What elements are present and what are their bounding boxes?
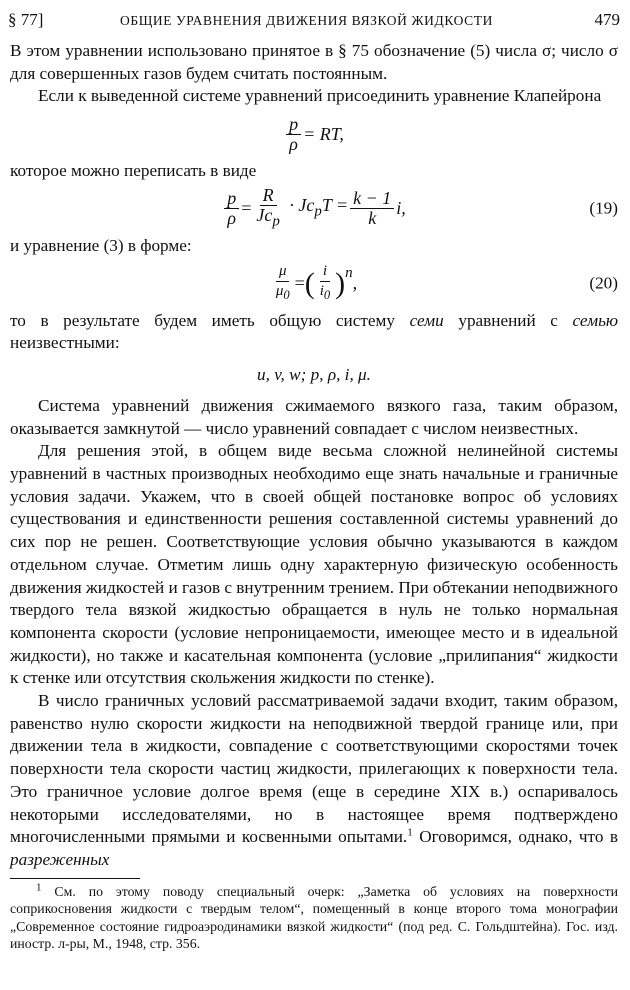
- variables-list: u, v, w; p, ρ, i, μ.: [257, 364, 371, 384]
- text-run: В число граничных условий рассматриваемой задачи входит, таким образом, равенство нулю скорости жидкости на неподвижной твердой границе или, при движении тела в жидкости, совпадение с соответствующими скоростями точек поверхности тела скорости частиц жидкости, прилегающих к поверхности тела. Это граничное условие долгое время (еще в середине XIX в.) оспаривалось некоторыми исследователями, но в настоящее время подтверждено многочисленными прямыми и косвенными опытами.: [10, 691, 618, 847]
- footnote-text: См. по этому поводу специальный очерк: „Заметка об условиях на поверхности соприкосновения жидкости с твердым телом“, помещенный в конце второго тома монографии „Современное состояние гидроаэродинамики вязкой жидкости“ (под ред. С. Гольдштейна). Гос. изд. иностр. л-ры, М., 1948, стр. 356.: [10, 883, 618, 952]
- fraction-denominator: [317, 282, 333, 305]
- paragraph-1: В этом уравнении использовано принятое в § 75 обозначение (5) числа σ; число σ для совершенных газов будем считать постоянным.: [10, 41, 618, 83]
- paragraph-8: [10, 690, 618, 872]
- fraction-r-jcp: [253, 186, 282, 232]
- paragraph-4: и уравнение (3) в форме:: [10, 235, 192, 255]
- equation-number: (19): [589, 198, 618, 218]
- page-body: [10, 40, 618, 953]
- fraction-numerator: k − 1: [350, 189, 394, 209]
- running-header: [8, 8, 622, 36]
- middle-text: · Jc: [289, 195, 315, 216]
- denominator-text: i: [319, 283, 324, 300]
- italic-word: семи: [409, 310, 444, 330]
- equation-number: (20): [589, 273, 618, 293]
- text-run: Оговоримся, однако, что в: [419, 827, 618, 847]
- paragraph-5: [10, 310, 618, 355]
- text-run: уравнений с: [458, 310, 558, 330]
- equation-20: [10, 258, 618, 310]
- fraction-p-rho: [286, 115, 301, 154]
- fraction-denominator: ρ: [227, 208, 236, 229]
- equation-clapeyron: [10, 108, 618, 160]
- fraction-mu-mu0: [273, 262, 293, 305]
- fraction-numerator: μ: [276, 262, 290, 282]
- paragraph-2: Если к выведенной системе уравнений присоединить уравнение Клапейрона: [38, 86, 602, 106]
- page-number: 479: [594, 10, 620, 29]
- footnote: [10, 883, 618, 953]
- fraction-numerator: p: [224, 189, 239, 209]
- fraction-denominator: k: [368, 208, 377, 229]
- subscript: p: [314, 203, 322, 220]
- equation-19: [10, 183, 618, 235]
- equals-sign: =: [294, 273, 305, 294]
- footnote-mark: 1: [407, 826, 413, 839]
- left-paren: (: [304, 266, 315, 300]
- fraction-numerator: R: [260, 186, 277, 206]
- footnote-divider: [10, 878, 140, 879]
- fraction-p-rho: [224, 189, 239, 228]
- fraction-i-i0: [317, 262, 333, 305]
- paragraph-6: Система уравнений движения сжимаемого вязкого газа, таким образом, оказывается замкнутой — число уравнений совпадает с числом неизвестных.: [10, 395, 618, 438]
- right-paren: ): [335, 266, 346, 300]
- italic-word: разреженных: [10, 849, 110, 869]
- equation-middle: [285, 194, 348, 223]
- fraction-denominator: ρ: [289, 133, 298, 154]
- running-title: ОБЩИЕ УРАВНЕНИЯ ДВИЖЕНИЯ ВЯЗКОЙ ЖИДКОСТИ: [120, 13, 493, 28]
- footnote-mark: 1: [36, 881, 42, 894]
- equation-tail: i,: [396, 198, 406, 219]
- exponent: n: [345, 264, 353, 281]
- subscript: 0: [323, 288, 331, 303]
- fraction-numerator: i: [320, 262, 330, 282]
- subscript: p: [272, 213, 280, 230]
- equation-comma: ,: [352, 273, 358, 294]
- fraction-k: [350, 189, 394, 228]
- fraction-denominator: [273, 282, 293, 305]
- paragraph-7: Для решения этой, в общем виде весьма сложной нелинейной системы уравнений в частных производных необходимо еще знать начальные и граничные условия задачи. Укажем, что в своей общей постановке вопрос об условиях существования и единственности решения составленной системы уравнений до сих пор не решен. Соответствующие условия обычно указываются в каждом отдельном случае. Отметим лишь одну характерную физическую особенность движения жидкостей и газов с внутренним трением. При обтекании неподвижного твердого тела вязкой жидкостью обращается в нуль не только нормальная компонента скорости (условие непроницаемости, имеющее место и в идеальной жидкости), но также и касательная компонента (условие „прилипания“ жидкости к стенке или отсутствия скольжения жидкости по стенке).: [10, 441, 619, 688]
- italic-word: семью: [572, 310, 619, 330]
- text-run: то в результате будем иметь общую систему: [10, 310, 395, 330]
- fraction-denominator: [253, 206, 282, 232]
- denominator-text: Jc: [256, 205, 273, 226]
- paragraph-3: которое можно переписать в виде: [10, 161, 257, 181]
- equation-rhs: = RT,: [303, 123, 344, 144]
- equals-sign: =: [241, 198, 252, 219]
- fraction-numerator: p: [286, 115, 301, 135]
- middle-tail: T =: [321, 195, 349, 216]
- text-run: неизвестными:: [10, 333, 120, 353]
- subscript: 0: [283, 288, 290, 303]
- denominator-text: μ: [275, 283, 284, 300]
- section-number: § 77]: [8, 10, 44, 29]
